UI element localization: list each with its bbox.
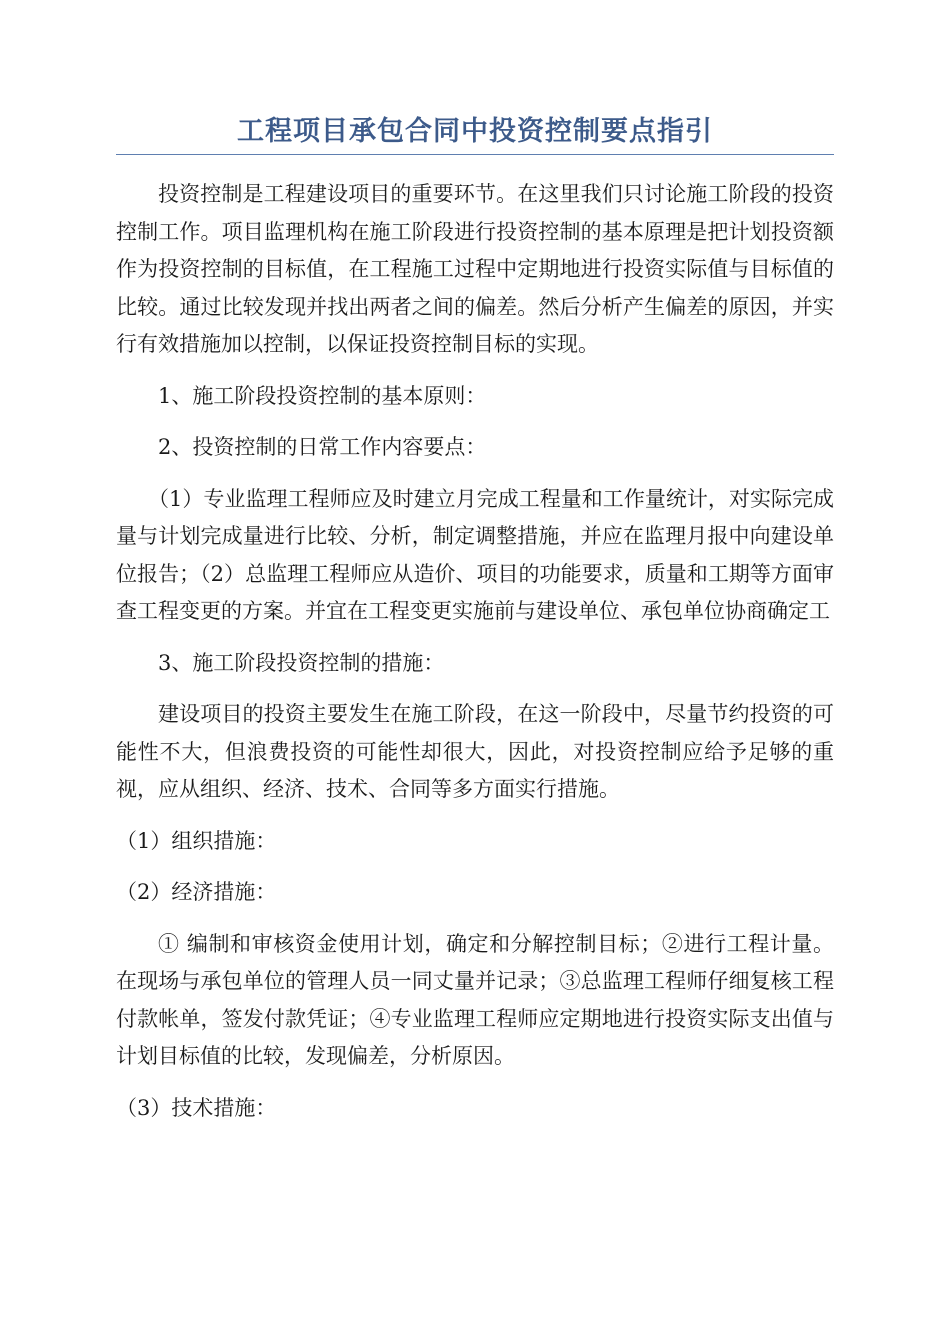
document-page xyxy=(116,112,834,1127)
section-heading-daily-work: 2、投资控制的日常工作内容要点： xyxy=(158,435,487,459)
section-heading-measures: 3、施工阶段投资控制的措施： xyxy=(158,650,445,675)
intro-paragraph: 投资控制是工程建设项目的重要环节。在这里我们只讨论施工阶段的投资控制工作。项目监理机构在施工阶段进行投资控制的基本原理是把计划投资额作为投资控制的目标值，在工程施工过程中定期地进行投资实际值与目标值的比较。通过比较发现并找出两者之间的偏差。然后分析产生偏差的原因，并实行有效措施加以控制，以保证投资控制目标的实现。 xyxy=(116,182,834,356)
section-heading-principles: 1、施工阶段投资控制的基本原则： xyxy=(158,383,487,408)
daily-work-paragraph: （1）专业监理工程师应及时建立月完成工程量和工作量统计，对实际完成量与计划完成量进行比较、分析，制定调整措施，并应在监理月报中向建设单位报告；（2）总监理工程师应从造价、项目的功能要求，质量和工期等方面审查工程变更的方案。并宜在工程变更实施前与建设单位、承包单位协商确定工 xyxy=(116,486,834,623)
measures-paragraph: 建设项目的投资主要发生在施工阶段，在这一阶段中，尽量节约投资的可能性不大，但浪费投资的可能性却很大，因此，对投资控制应给予足够的重视，应从组织、经济、技术、合同等多方面实行措施。 xyxy=(116,702,834,801)
technical-measures-heading: （3）技术措施： xyxy=(116,1095,277,1120)
economic-measures-paragraph: ① 编制和审核资金使用计划，确定和分解控制目标；②进行工程计量。在现场与承包单位的管理人员一同丈量并记录；③总监理工程师仔细复核工程付款帐单，签发付款凭证；④专业监理工程师应定期地进行投资实际支出值与计划目标值的比较，发现偏差，分析原因。 xyxy=(116,931,834,1068)
organizational-measures-heading: （1）组织措施： xyxy=(116,828,277,853)
document-title: 工程项目承包合同中投资控制要点指引 xyxy=(116,112,834,155)
economic-measures-heading: （2）经济措施： xyxy=(116,880,277,904)
